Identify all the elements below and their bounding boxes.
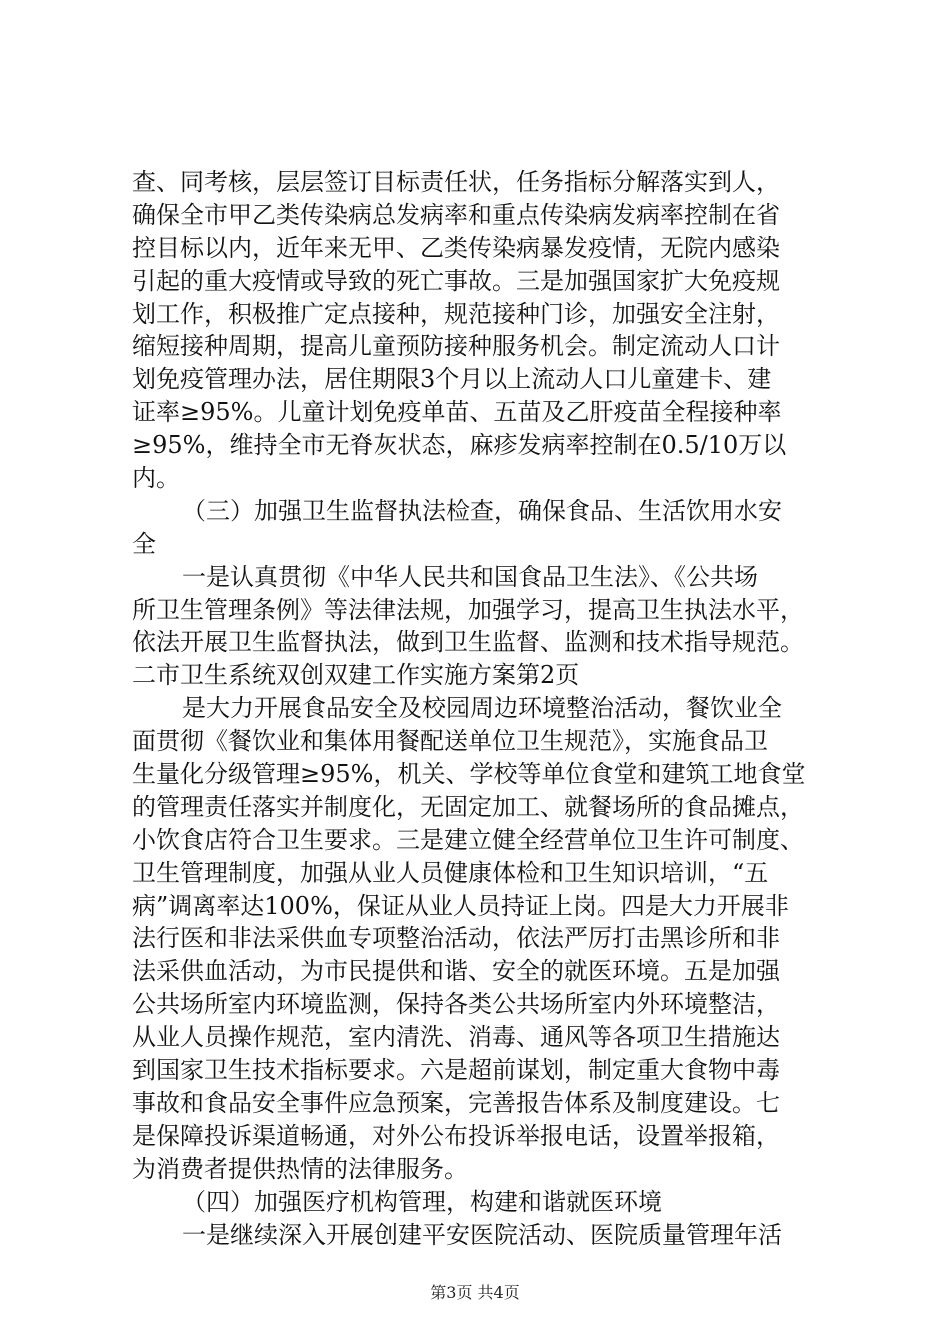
text-line: 小饮食店符合卫生要求。三是建立健全经营单位卫生许可制度、 bbox=[132, 825, 804, 854]
paragraph-start: 一是继续深入开展创建平安医院活动、医院质量管理年活 bbox=[182, 1220, 782, 1249]
text-line: 面贯彻《餐饮业和集体用餐配送单位卫生规范》，实施食品卫 bbox=[132, 727, 768, 756]
text-line: 到国家卫生技术指标要求。六是超前谋划，制定重大食物中毒 bbox=[132, 1056, 780, 1085]
paragraph-start: 一是认真贯彻《中华人民共和国食品卫生法》、《公共场 bbox=[182, 562, 758, 591]
text-line: 为消费者提供热情的法律服务。 bbox=[132, 1154, 468, 1183]
text-line: 生量化分级管理≥95%，机关、学校等单位食堂和建筑工地食堂 bbox=[132, 760, 806, 789]
text-line: 缩短接种周期，提高儿童预防接种服务机会。制定流动人口计 bbox=[132, 332, 780, 361]
text-line: 法行医和非法采供血专项整治活动，依法严厉打击黑诊所和非 bbox=[132, 924, 780, 953]
text-line: 控目标以内，近年来无甲、乙类传染病暴发疫情，无院内感染 bbox=[132, 233, 780, 262]
text-line: 内。 bbox=[132, 464, 180, 493]
text-line: 划工作，积极推广定点接种，规范接种门诊，加强安全注射， bbox=[132, 299, 780, 328]
text-line: 引起的重大疫情或导致的死亡事故。三是加强国家扩大免疫规 bbox=[132, 266, 780, 295]
text-line: 从业人员操作规范，室内清洗、消毒、通风等各项卫生措施达 bbox=[132, 1023, 780, 1052]
text-line: 是保障投诉渠道畅通，对外公布投诉举报电话，设置举报箱， bbox=[132, 1121, 780, 1150]
page-footer bbox=[0, 1280, 950, 1303]
text-line: 所卫生管理条例》等法律法规，加强学习，提高卫生执法水平， bbox=[132, 595, 804, 624]
text-line: 法采供血活动，为市民提供和谐、安全的就医环境。五是加强 bbox=[132, 957, 780, 986]
paragraph-start: 是大力开展食品安全及校园周边环境整治活动，餐饮业全 bbox=[182, 694, 782, 723]
section-heading-4: （四）加强医疗机构管理，构建和谐就医环境 bbox=[182, 1187, 662, 1216]
text-line: 证率≥95%。儿童计划免疫单苗、五苗及乙肝疫苗全程接种率 bbox=[132, 398, 782, 427]
text-line: 卫生管理制度，加强从业人员健康体检和卫生知识培训，“五 bbox=[132, 858, 769, 887]
text-line: ≥95%，维持全市无脊灰状态，麻疹发病率控制在0.5/10万以 bbox=[132, 431, 787, 460]
page-number-label: 第3页 共4页 bbox=[430, 1283, 520, 1302]
text-line: 全 bbox=[132, 529, 156, 558]
text-line: 事故和食品安全事件应急预案，完善报告体系及制度建设。七 bbox=[132, 1088, 780, 1117]
section-heading-3: （三）加强卫生监督执法检查，确保食品、生活饮用水安 bbox=[182, 496, 782, 525]
text-line: 的管理责任落实并制度化，无固定加工、就餐场所的食品摊点， bbox=[132, 792, 804, 821]
text-line: 病”调离率达100%，保证从业人员持证上岗。四是大力开展非 bbox=[132, 891, 789, 920]
text-line: 确保全市甲乙类传染病总发病率和重点传染病发病率控制在省 bbox=[132, 200, 780, 229]
text-line: 公共场所室内环境监测，保持各类公共场所室内外环境整洁， bbox=[132, 990, 780, 1019]
document-body bbox=[132, 166, 832, 1251]
text-line: 二市卫生系统双创双建工作实施方案第2页 bbox=[132, 661, 580, 690]
text-line: 查、同考核，层层签订目标责任状，任务指标分解落实到人， bbox=[132, 168, 780, 196]
text-line: 依法开展卫生监督执法，做到卫生监督、监测和技术指导规范。 bbox=[132, 628, 804, 657]
text-line: 划免疫管理办法，居住期限3个月以上流动人口儿童建卡、建 bbox=[132, 365, 772, 394]
